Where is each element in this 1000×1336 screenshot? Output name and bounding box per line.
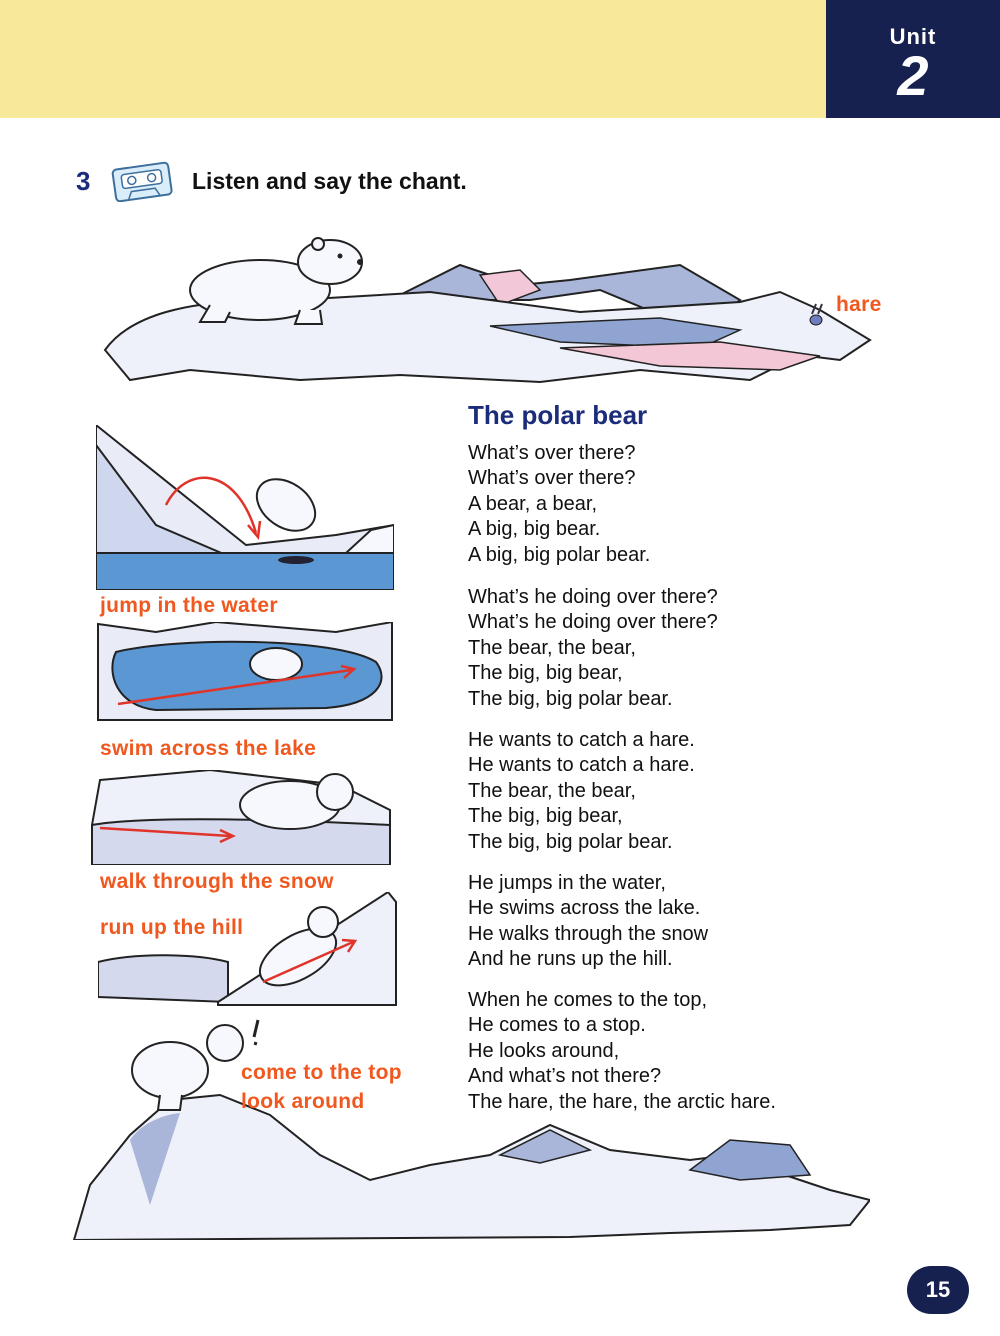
label-jump: jump in the water bbox=[100, 594, 278, 617]
poem-line: The bear, the bear, bbox=[468, 779, 636, 802]
label-top: come to the top bbox=[241, 1061, 402, 1084]
poem-line: And what’s not there? bbox=[468, 1065, 662, 1088]
poem-line: The big, big polar bear. bbox=[468, 830, 673, 853]
page-number: 15 bbox=[907, 1266, 969, 1314]
label-look: look around bbox=[241, 1090, 365, 1113]
poem-line: What’s over there? bbox=[468, 467, 636, 490]
poem-line: And he runs up the hill. bbox=[468, 948, 673, 971]
label-hare: hare bbox=[836, 293, 882, 316]
poem-line: When he comes to the top, bbox=[468, 989, 708, 1011]
poem-line: The big, big bear, bbox=[468, 805, 623, 828]
poem-line: What’s he doing over there? bbox=[468, 586, 718, 608]
poem-line: A big, big bear. bbox=[468, 518, 601, 541]
bear-on-ice-illustration bbox=[100, 230, 880, 390]
poem-line: He wants to catch a hare. bbox=[468, 729, 695, 751]
poem-line: The bear, the bear, bbox=[468, 636, 636, 659]
poem-line: He wants to catch a hare. bbox=[468, 754, 695, 777]
poem-line: A bear, a bear, bbox=[468, 492, 597, 515]
swim-panel-illustration bbox=[96, 622, 394, 722]
stanza-3 bbox=[468, 728, 695, 855]
poem-line: A big, big polar bear. bbox=[468, 543, 651, 566]
poem-line: The hare, the hare, the arctic hare. bbox=[468, 1090, 776, 1113]
cassette-icon bbox=[110, 160, 174, 202]
poem-line: What’s he doing over there? bbox=[468, 611, 718, 634]
poem-title: The polar bear bbox=[468, 400, 648, 430]
stanza-4 bbox=[468, 871, 708, 973]
instruction-text: Listen and say the chant. bbox=[192, 168, 467, 194]
poem-line: What’s over there? bbox=[468, 442, 636, 464]
poem-line: He swims across the lake. bbox=[468, 897, 701, 920]
unit-badge bbox=[826, 0, 1000, 118]
label-run: run up the hill bbox=[100, 916, 244, 939]
poem-line: He walks through the snow bbox=[468, 922, 709, 945]
stanza-1 bbox=[468, 441, 650, 568]
poem-line: He jumps in the water, bbox=[468, 872, 666, 894]
unit-word: Unit bbox=[889, 24, 937, 49]
walk-panel-illustration bbox=[90, 770, 395, 865]
label-walk: walk through the snow bbox=[100, 870, 334, 893]
poem-line: The big, big bear, bbox=[468, 662, 623, 685]
run-panel-illustration bbox=[98, 892, 398, 1007]
poem-line: He comes to a stop. bbox=[468, 1014, 646, 1037]
poem-line: The big, big polar bear. bbox=[468, 687, 673, 710]
poem-line: He looks around, bbox=[468, 1039, 620, 1062]
stanza-2 bbox=[468, 585, 718, 712]
activity-number: 3 bbox=[76, 166, 91, 196]
label-swim: swim across the lake bbox=[100, 737, 317, 760]
jump-panel-illustration bbox=[96, 425, 394, 590]
stanza-5 bbox=[468, 988, 776, 1115]
header-band bbox=[0, 0, 826, 118]
unit-number: 2 bbox=[897, 44, 929, 107]
